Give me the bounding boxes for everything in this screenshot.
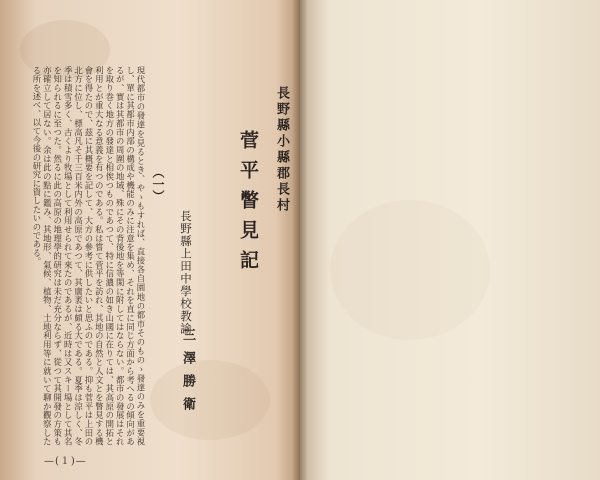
paper-stain	[150, 360, 270, 440]
village-heading: 長野縣小縣郡長村	[274, 86, 289, 214]
right-page-blank	[300, 0, 600, 480]
body-text: 現代都市の發達を見るとき、やゝもすれば、直接各自園地の都市そのものゝ發達のみを重要視し、單に其都市内部の構成や機能のみに注意を集め、それを直に同じ方面から考へるの傾向があるが、實は其都市の周圍の地域、殊にその背後地を等閑に附してはならない。都市の發展はそれを取り巻く地方の發達と相俟つものであつて、特に信濃の如き山國に在りては、其高原の開拓と利用とが重大なる意義を有つのである。私は嘗て菅平を訪れ、其地の自然と人文とを瞥見する機會を得たので、茲に其概要を記して、大方の參考に供したいと思ふのである。抑も菅平は上田の北方に位し、標高凡そ千三百米内外の高原であつて、其廣袤は頗る大である。夏季は涼しく、冬季は積雪多く、古くより牧場として利用せられて來たのであるが、近時は又スキー場として其名を知られるに至つた。然るに此の高原の地理學的研究は未だ充分ならず、從つて其開發の方策も亦確立して居ない。余は此の點に鑑み、其地形、氣候、植物、土地利用等に就いて聊か觀察したる所を述べ、以て今後の研究に資したいのである。	[31, 66, 146, 446]
author-affiliation: 長野縣上田中學校教諭	[179, 210, 193, 335]
section-number: （一）	[151, 166, 165, 202]
article-title: 菅平瞥見記	[237, 130, 259, 280]
paper-stain	[330, 200, 490, 340]
page-number: —(１)—	[44, 456, 87, 467]
book-gutter	[292, 0, 308, 480]
author-name: 三澤勝衛	[180, 328, 195, 420]
